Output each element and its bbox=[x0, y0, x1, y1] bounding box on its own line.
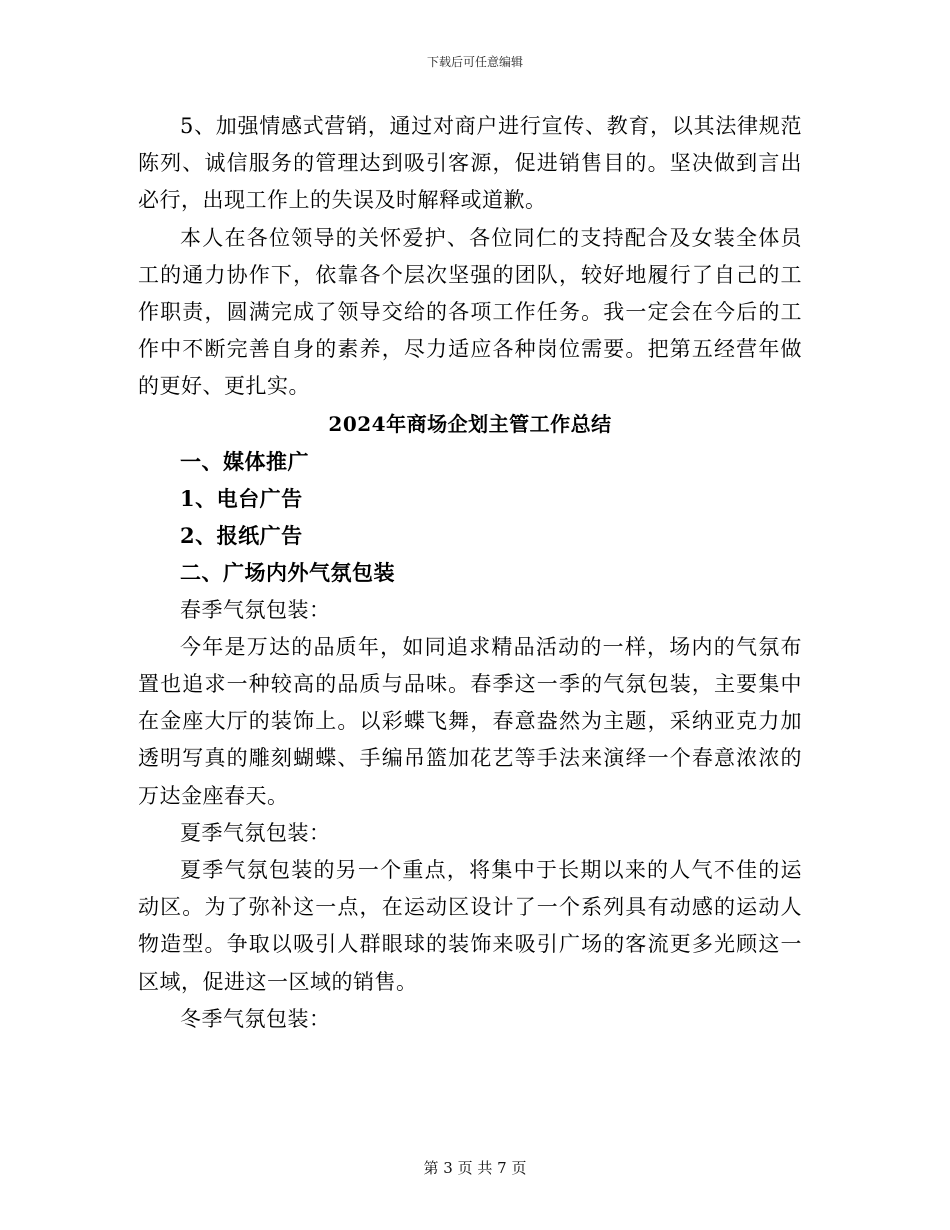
paragraph-summer: 夏季气氛包装的另一个重点，将集中于长期以来的人气不佳的运动区。为了弥补这一点，在运动区设计了一个系列具有动感的运动人物造型。争取以吸引人群眼球的装饰来吸引广场的客流更多光顾这一区域，促进这一区域的销售。 bbox=[138, 858, 802, 994]
page-header: 下载后可任意编辑 bbox=[426, 55, 523, 69]
document-body bbox=[138, 108, 802, 1038]
label-summer: 夏季气氛包装： bbox=[180, 820, 331, 845]
section-heading-atmosphere: 二、广场内外气氛包装 bbox=[180, 560, 395, 586]
page-number: 第 3 页 共 7 页 bbox=[423, 1159, 527, 1177]
subheading-radio-ads: 1、电台广告 bbox=[180, 486, 303, 512]
section-heading-media: 一、媒体推广 bbox=[180, 448, 309, 474]
label-spring: 春季气氛包装： bbox=[180, 597, 331, 622]
paragraph-self-summary: 本人在各位领导的关怀爱护、各位同仁的支持配合及女装全体员工的通力协作下，依靠各个层次坚强的团队，较好地履行了自己的工作职责，圆满完成了领导交给的各项工作任务。我一定会在今后的工作中不断完善自身的素养，尽力适应各种岗位需要。把第五经营年做的更好、更扎实。 bbox=[138, 225, 802, 399]
subheading-newspaper-ads: 2、报纸广告 bbox=[180, 523, 303, 549]
paragraph-spring: 今年是万达的品质年，如同追求精品活动的一样，场内的气氛布置也追求一种较高的品质与品味。春季这一季的气氛包装，主要集中在金座大厅的装饰上。以彩蝶飞舞，春意盎然为主题，采纳亚克力加透明写真的雕刻蝴蝶、手编吊篮加花艺等手法来演绎一个春意浓浓的万达金座春天。 bbox=[138, 634, 802, 808]
document-title: 2024年商场企划主管工作总结 bbox=[328, 411, 612, 436]
paragraph-marketing-point-5: 5、加强情感式营销，通过对商户进行宣传、教育，以其法律规范陈列、诚信服务的管理达到吸引客源，促进销售目的。坚决做到言出必行，出现工作上的失误及时解释或道歉。 bbox=[138, 114, 802, 213]
label-winter: 冬季气氛包装： bbox=[180, 1006, 331, 1031]
